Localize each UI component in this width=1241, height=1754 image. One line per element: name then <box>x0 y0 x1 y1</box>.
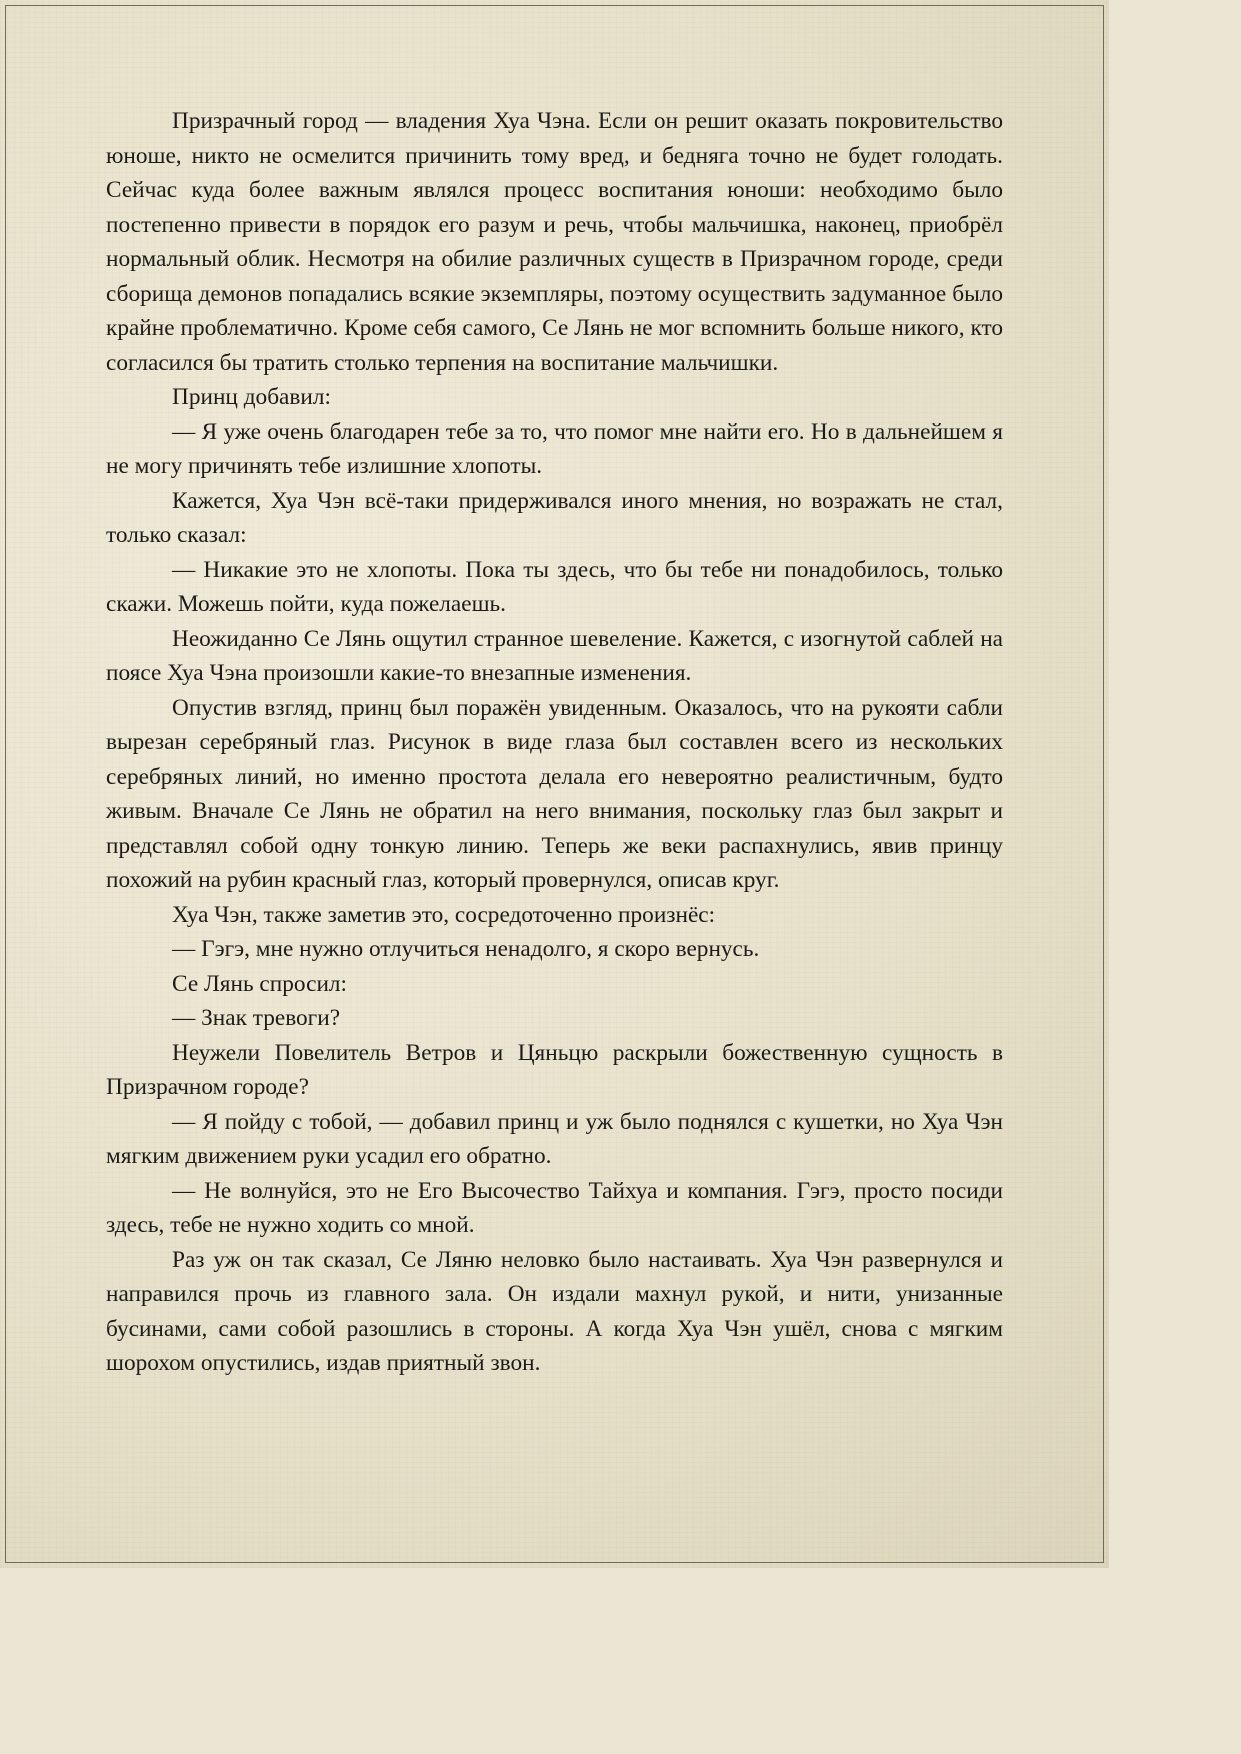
paragraph: — Я пойду с тобой, — добавил принц и уж было поднялся с кушетки, но Хуа Чэн мягким движением руки усадил его обратно. <box>106 1108 1003 1169</box>
paragraph: Хуа Чэн, также заметив это, сосредоточенно произнёс: <box>172 901 716 928</box>
paragraph: — Гэгэ, мне нужно отлучиться ненадолго, я скоро вернусь. <box>172 936 760 962</box>
page-text <box>106 104 1003 1381</box>
paragraph: Неужели Повелитель Ветров и Цяньцю раскрыли божественную сущность в Призрачном городе? <box>106 1039 1003 1100</box>
paragraph: Кажется, Хуа Чэн всё-таки придерживался иного мнения, но возражать не стал, только сказал: <box>106 487 1003 548</box>
paragraph: — Никакие это не хлопоты. Пока ты здесь, что бы тебе ни понадобилось, только скажи. Можешь пойти, куда пожелаешь. <box>106 556 1003 617</box>
paragraph: Неожиданно Се Лянь ощутил странное шевеление. Кажется, с изогнутой саблей на поясе Хуа Чэна произошли какие-то внезапные изменения. <box>106 625 1003 686</box>
paragraph: Се Лянь спросил: <box>172 970 348 997</box>
paragraph: Опустив взгляд, принц был поражён увиденным. Оказалось, что на рукояти сабли вырезан серебряный глаз. Рисунок в виде глаза был составлен всего из нескольких серебряных линий, но именно простота делала его невероятно реалистичным, будто живым. Вначале Се Лянь не обратил на него внимания, поскольку глаз был закрыт и представлял собой одну тонкую линию. Теперь же веки распахнулись, явив принцу похожий на рубин красный глаз, который провернулся, описав круг. <box>106 694 1003 893</box>
paragraph: Принц добавил: <box>172 384 331 410</box>
paragraph: Призрачный город — владения Хуа Чэна. Если он решит оказать покровительство юноше, никто не осмелится причинить тому вред, и бедняга точно не будет голодать. Сейчас куда более важным являлся процесс воспитания юноши: необходимо было постепенно привести в порядок его разум и речь, чтобы мальчишка, наконец, приобрёл нормальный облик. Несмотря на обилие различных существ в Призрачном городе, среди сборища демонов попадались всякие экземпляры, поэтому осуществить задуманное было крайне проблематично. Кроме себя самого, Се Лянь не мог вспомнить больше никого, кто согласился бы тратить столько терпения на воспитание мальчишки. <box>106 108 1003 376</box>
paragraph: — Я уже очень благодарен тебе за то, что помог мне найти его. Но в дальнейшем я не могу причинять тебе излишние хлопоты. <box>106 418 1003 479</box>
paragraph: Раз уж он так сказал, Се Ляню неловко было настаивать. Хуа Чэн развернулся и направился прочь из главного зала. Он издали махнул рукой, и нити, унизанные бусинами, сами собой разошлись в стороны. А когда Хуа Чэн ушёл, снова с мягким шорохом опустились, издав приятный звон. <box>106 1246 1003 1376</box>
paragraph: — Не волнуйся, это не Его Высочество Тайхуа и компания. Гэгэ, просто посиди здесь, тебе не нужно ходить со мной. <box>106 1177 1003 1238</box>
paragraph: — Знак тревоги? <box>172 1005 341 1031</box>
